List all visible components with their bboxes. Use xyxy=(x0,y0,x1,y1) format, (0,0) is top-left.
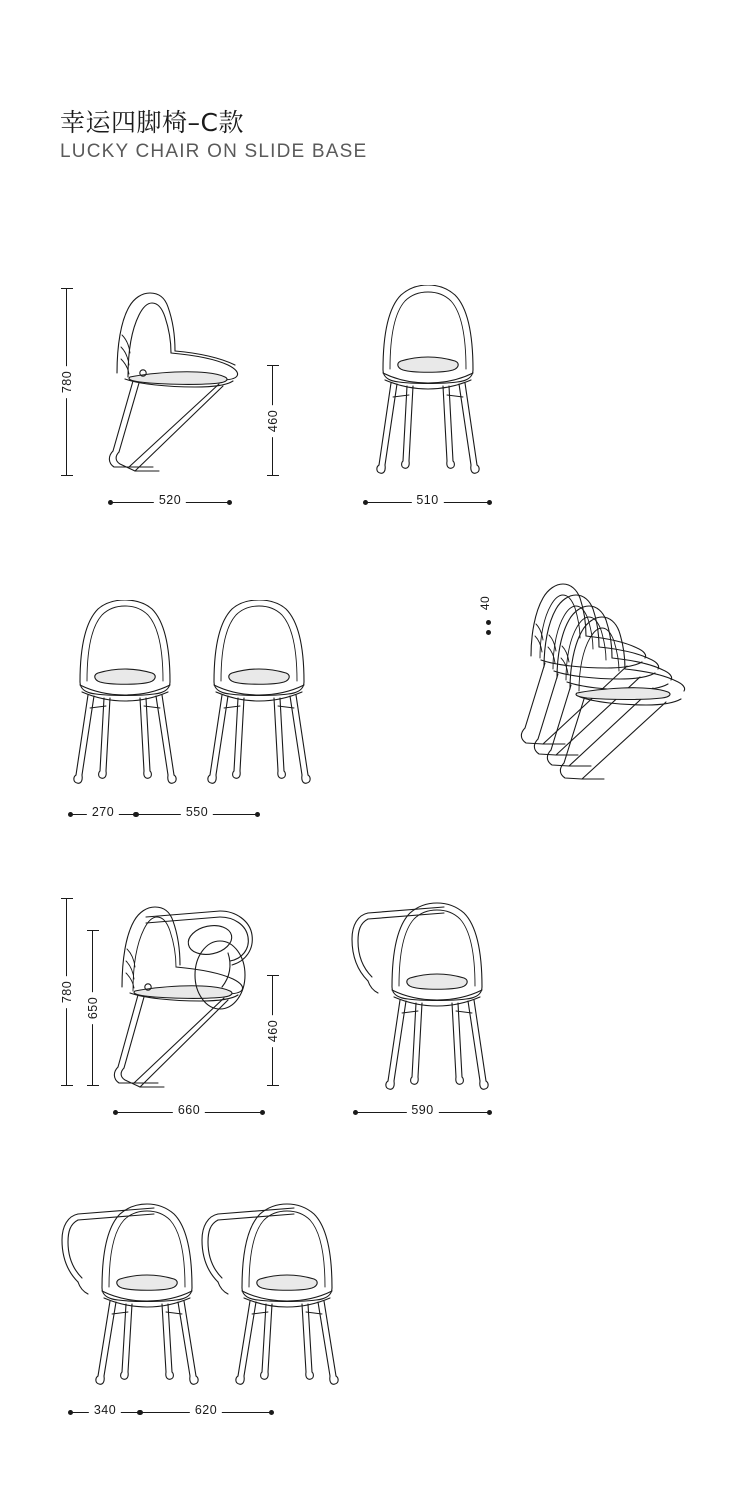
chair-side-view xyxy=(95,285,260,485)
dim-label-590: 590 xyxy=(406,1101,438,1119)
chair-with-tablet-side-view xyxy=(100,895,285,1095)
dim-label-270: 270 xyxy=(87,803,119,821)
dim-pitch-620 xyxy=(140,1403,272,1418)
dim-label-520: 520 xyxy=(154,491,186,509)
title-chinese: 幸运四脚椅–C款 xyxy=(60,108,244,137)
chairs-stacked-side-view xyxy=(505,578,690,793)
dim-depth-520 xyxy=(110,493,230,508)
chair-front-view xyxy=(363,285,493,485)
dim-label-510: 510 xyxy=(411,491,443,509)
page-title xyxy=(60,108,367,164)
dim-label-780-b: 780 xyxy=(59,976,75,1008)
dim-width-590 xyxy=(355,1103,490,1118)
dim-height-780 xyxy=(62,288,72,476)
dim-height-780-tablet xyxy=(62,898,72,1086)
chair-with-tablet-front-view xyxy=(348,895,503,1095)
dim-label-650: 650 xyxy=(85,992,101,1024)
two-chairs-front-view xyxy=(62,600,322,795)
two-chairs-with-tablet-front-view xyxy=(58,1190,348,1390)
title-english: LUCKY CHAIR ON SLIDE BASE xyxy=(60,141,368,162)
dim-width-510 xyxy=(365,493,490,508)
dim-spacing-340 xyxy=(70,1403,140,1418)
dim-seat-height-460 xyxy=(268,365,278,476)
dim-depth-660 xyxy=(115,1103,263,1118)
dim-pitch-550 xyxy=(136,805,258,820)
dim-label-620: 620 xyxy=(190,1401,222,1419)
dim-label-780: 780 xyxy=(59,366,75,398)
dim-label-460-b: 460 xyxy=(265,1014,281,1046)
dim-label-340: 340 xyxy=(89,1401,121,1419)
dim-label-550: 550 xyxy=(181,803,213,821)
dim-label-460: 460 xyxy=(265,404,281,436)
dim-stack-pitch-40 xyxy=(480,593,490,613)
stack-dim-dots xyxy=(486,620,491,640)
dim-tablet-height-650 xyxy=(88,930,98,1086)
dim-label-660: 660 xyxy=(173,1101,205,1119)
dim-label-40: 40 xyxy=(477,591,493,615)
dim-spacing-270 xyxy=(70,805,136,820)
dim-seat-height-460-tablet xyxy=(268,975,278,1086)
